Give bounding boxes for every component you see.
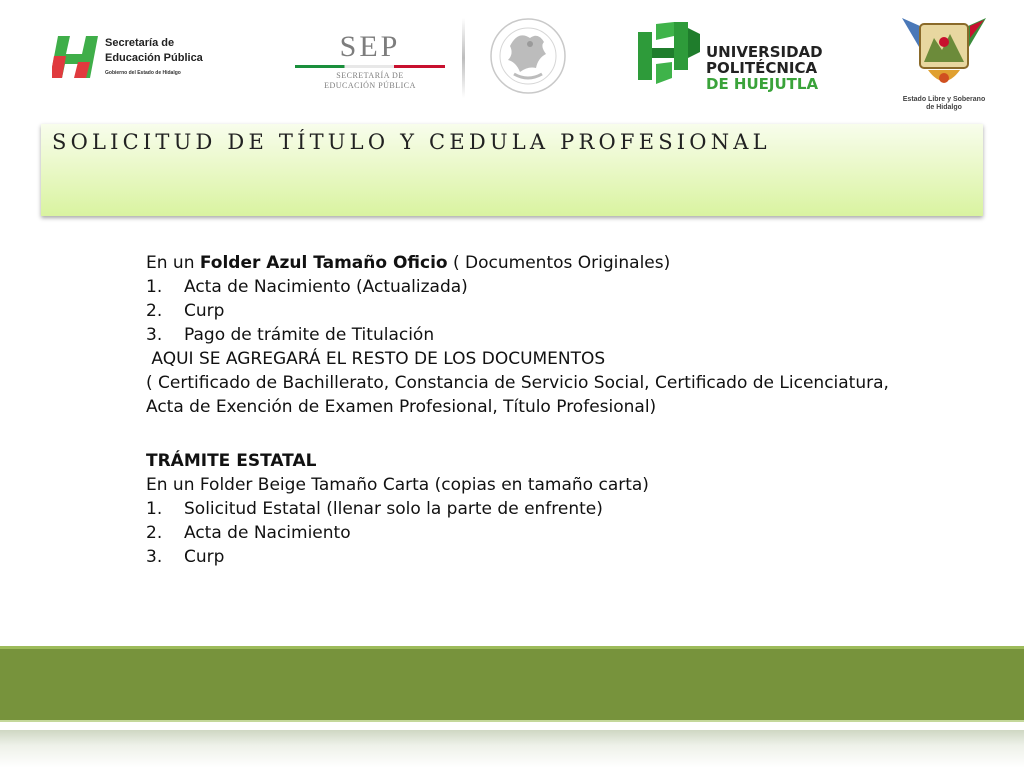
upoh-logo-icon	[634, 18, 702, 90]
list-item	[146, 275, 966, 299]
list-item-number: 1.	[146, 499, 163, 519]
list-item-number: 1.	[146, 277, 163, 297]
hidalgo-logo-line3: Gobierno del Estado de Hidalgo	[105, 70, 181, 76]
escudo-nacional-logo	[488, 16, 568, 96]
list-item-number: 2.	[146, 301, 163, 321]
list-item-text: Pago de trámite de Titulación	[184, 325, 435, 345]
list-item	[146, 545, 966, 569]
list-item	[146, 497, 966, 521]
list-item-number: 3.	[146, 547, 163, 567]
sep-logo	[290, 30, 450, 100]
sep-tricolor-bar	[295, 65, 445, 68]
hidalgo-h-icon	[52, 32, 100, 82]
section1-extra-line1: ( Certificado de Bachillerato, Constancia de Servicio Social, Certificado de Licenciatura,	[146, 373, 889, 393]
footer-fade	[0, 730, 1024, 768]
escudo-nacional-icon	[488, 16, 568, 96]
section2-intro: En un Folder Beige Tamaño Carta (copias en tamaño carta)	[146, 475, 649, 495]
title-banner	[41, 124, 983, 216]
estado-caption1: Estado Libre y Soberano	[902, 96, 986, 103]
hidalgo-logo-line2: Educación Pública	[105, 52, 203, 64]
section1-intro-bold: Folder Azul Tamaño Oficio	[199, 253, 448, 273]
upoh-line3: DE HUEJUTLA	[706, 75, 819, 93]
estado-hidalgo-logo	[896, 12, 992, 118]
list-item	[146, 521, 966, 545]
list-item-text: Curp	[184, 547, 225, 567]
hidalgo-logo-line1: Secretaría de	[105, 37, 175, 49]
list-item-text: Curp	[184, 301, 225, 321]
list-item-text: Solicitud Estatal (llenar solo la parte de enfrente)	[184, 499, 603, 519]
estado-caption2: de Hidalgo	[926, 104, 962, 111]
section-tramite-estatal	[146, 449, 966, 569]
list-item	[146, 323, 966, 347]
sep-logo-sub1: SECRETARÍA DE	[336, 71, 404, 80]
logo-row	[0, 0, 1024, 120]
section1-extra-line2: Acta de Exención de Examen Profesional, Título Profesional)	[146, 397, 657, 417]
list-item-text: Acta de Nacimiento	[184, 523, 351, 543]
hidalgo-shield-icon	[898, 12, 990, 94]
list-item	[146, 299, 966, 323]
section2-heading: TRÁMITE ESTATAL	[146, 451, 317, 471]
section1-intro-prefix: En un	[146, 253, 200, 273]
requirements-content	[146, 251, 966, 569]
section1-note: AQUI SE AGREGARÁ EL RESTO DE LOS DOCUMENTOS	[146, 349, 606, 369]
section-original-documents	[146, 251, 966, 419]
upoh-logo	[634, 18, 834, 92]
sep-logo-title: SEP	[339, 30, 401, 63]
page-title: SOLICITUD DE TÍTULO Y CEDULA PROFESIONAL	[52, 130, 771, 154]
list-item-number: 2.	[146, 523, 163, 543]
upoh-line2: POLITÉCNICA	[706, 59, 818, 77]
footer-band	[0, 646, 1024, 722]
section1-intro-suffix: ( Documentos Originales)	[447, 253, 671, 273]
sep-logo-sub2: EDUCACIÓN PÚBLICA	[324, 81, 416, 90]
upoh-line1: UNIVERSIDAD	[706, 43, 823, 61]
list-item-number: 3.	[146, 325, 163, 345]
list-item-text: Acta de Nacimiento (Actualizada)	[184, 277, 468, 297]
section1-intro	[146, 251, 966, 275]
hidalgo-sep-logo	[52, 32, 202, 84]
logo-divider	[462, 18, 465, 98]
